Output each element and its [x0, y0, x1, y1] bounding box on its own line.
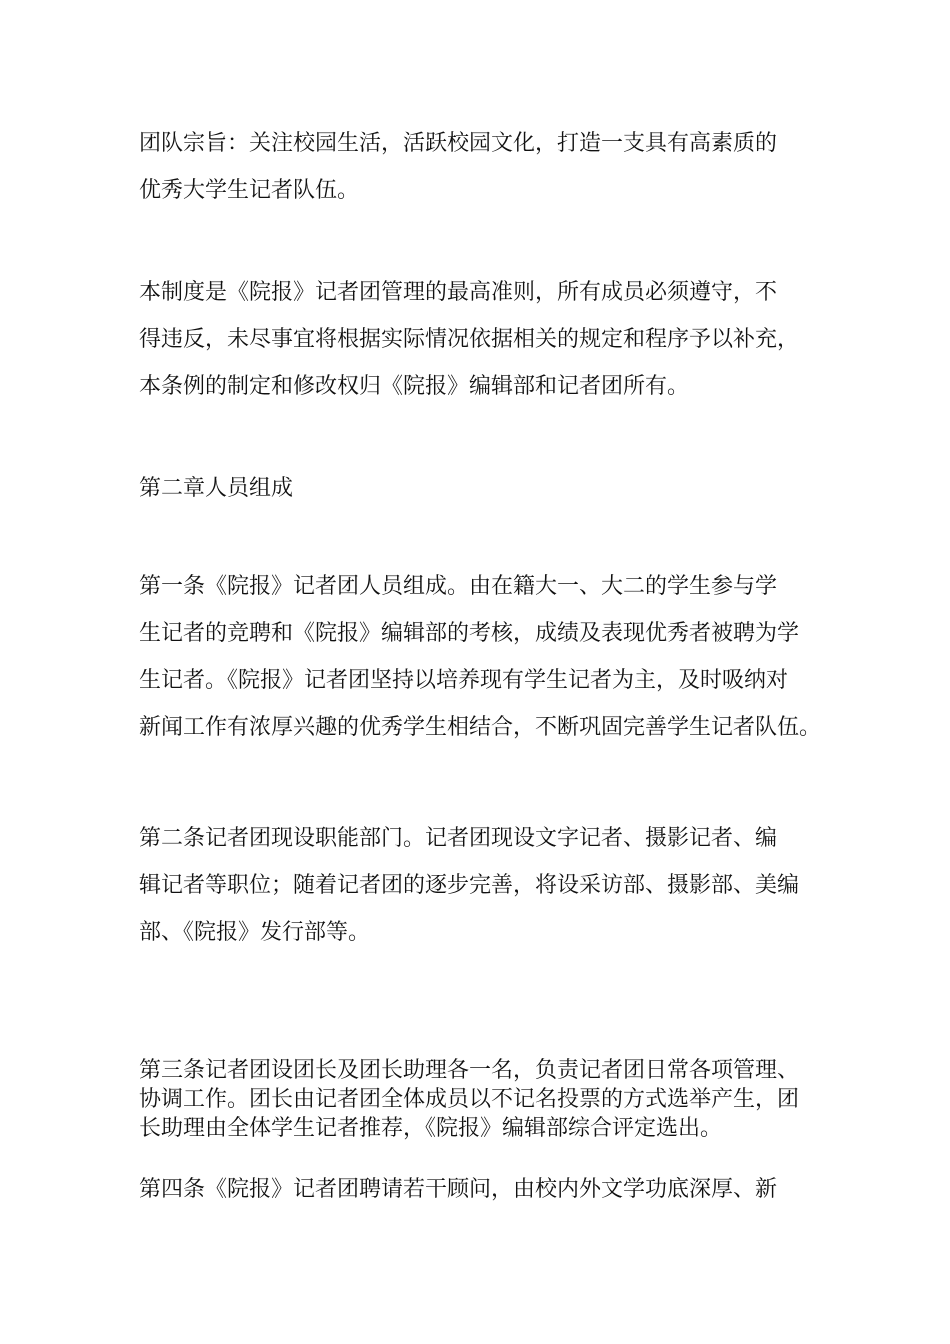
text-line: 第二条记者团现设职能部门。记者团现设文字记者、摄影记者、编: [139, 826, 778, 851]
text-line: 团队宗旨：关注校园生活，活跃校园文化，打造一支具有高素质的: [139, 131, 778, 156]
text-line: 辑记者等职位；随着记者团的逐步完善，将设采访部、摄影部、美编: [139, 873, 800, 898]
chapter-heading: [139, 465, 819, 512]
text-line: 新闻工作有浓厚兴趣的优秀学生相结合，不断巩固完善学生记者队伍。: [139, 715, 822, 740]
text-line: 优秀大学生记者队伍。: [139, 178, 360, 203]
text-line: 第三条记者团设团长及团长助理各一名，负责记者团日常各项管理、: [139, 1058, 800, 1083]
text-line: 生记者的竞聘和《院报》编辑部的考核，成绩及表现优秀者被聘为学: [139, 621, 800, 646]
paragraph-article-4: [139, 1166, 819, 1213]
text-line: 长助理由全体学生记者推荐，《院报》编辑部综合评定选出。: [139, 1116, 723, 1141]
text-line: 第四条《院报》记者团聘请若干顾问，由校内外文学功底深厚、新: [139, 1177, 778, 1202]
text-line: 部、《院报》发行部等。: [139, 920, 371, 945]
text-line: 本条例的制定和修改权归《院报》编辑部和记者团所有。: [139, 374, 690, 399]
text-line: 第二章人员组成: [139, 476, 294, 501]
paragraph-regulation-principle: [139, 269, 819, 410]
text-line: 协调工作。团长由记者团全体成员以不记名投票的方式选举产生，团: [139, 1087, 800, 1112]
text-line: 生记者。《院报》记者团坚持以培养现有学生记者为主，及时吸纳对: [139, 668, 789, 693]
text-line: 得违反，未尽事宜将根据实际情况依据相关的规定和程序予以补充，: [139, 327, 800, 352]
text-line: 本制度是《院报》记者团管理的最高准则，所有成员必须遵守，不: [139, 280, 778, 305]
paragraph-article-2: [139, 815, 819, 956]
text-line: 第一条《院报》记者团人员组成。由在籍大一、大二的学生参与学: [139, 574, 778, 599]
paragraph-article-1: [139, 563, 822, 751]
paragraph-team-purpose: [139, 120, 819, 214]
paragraph-article-3: [139, 1056, 819, 1143]
